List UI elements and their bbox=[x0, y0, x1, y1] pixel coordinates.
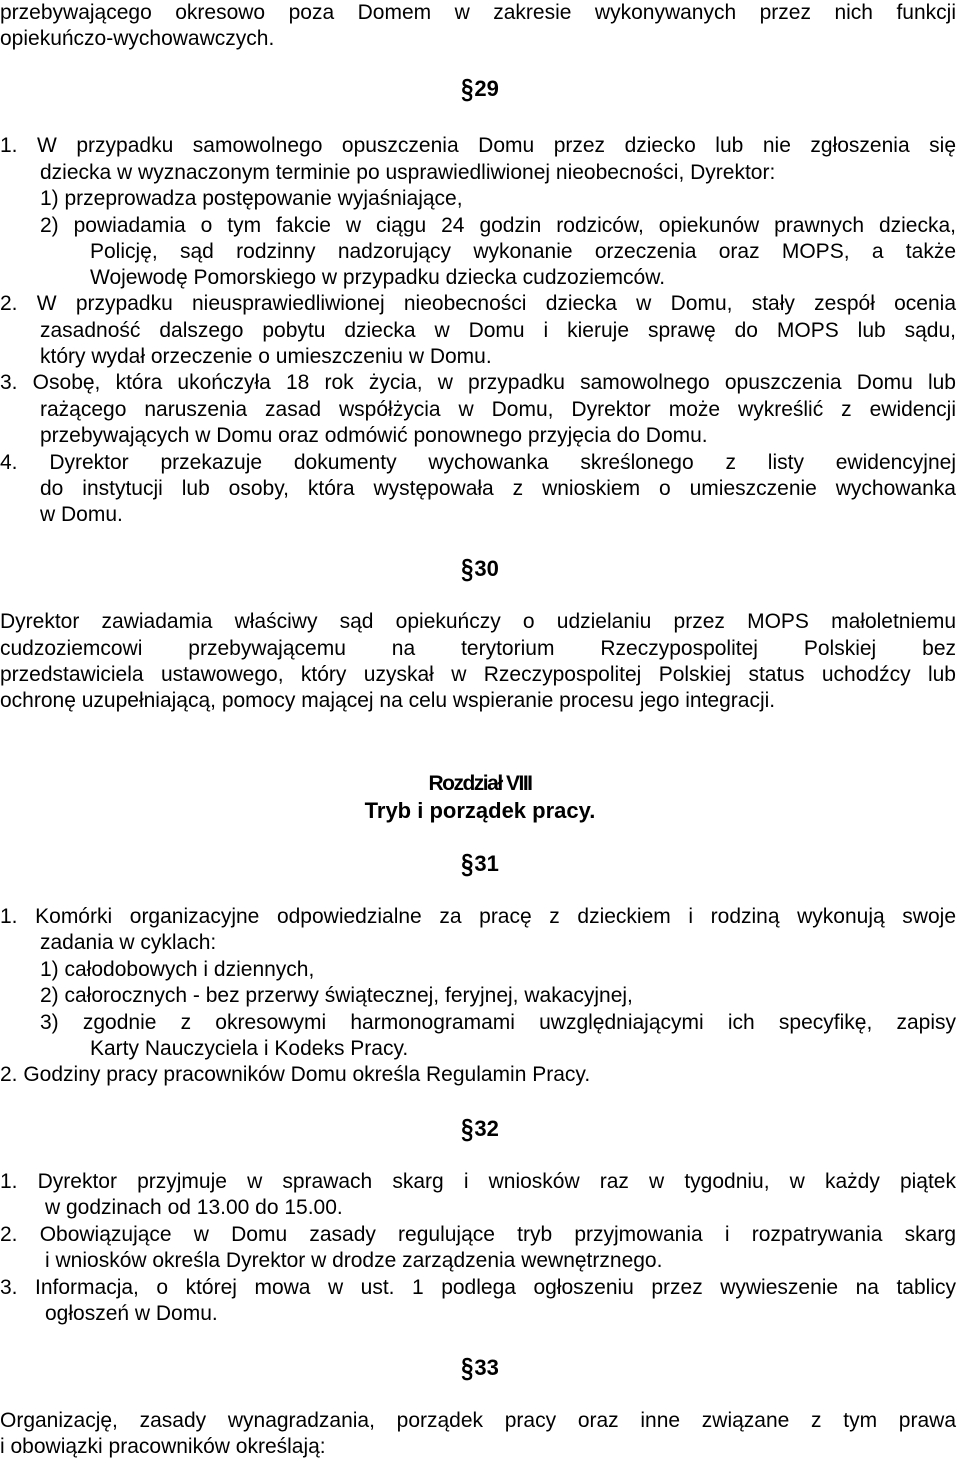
paragraph-line: w Domu. bbox=[40, 503, 123, 526]
section-heading-33 bbox=[0, 1351, 960, 1384]
paragraph-line: Policję, sąd rodzinny nadzorujący wykonanie orzeczenia oraz MOPS, a także bbox=[90, 240, 956, 263]
paragraph-line: ochronę uzupełniającą, pomocy mającej na celu wspieranie procesu jego integracji. bbox=[0, 689, 776, 712]
section-number: 30 bbox=[474, 556, 499, 581]
intro-line: opiekuńczo-wychowawczych. bbox=[0, 27, 275, 50]
paragraph-line: 2. Godziny pracy pracowników Domu określa Regulamin Pracy. bbox=[0, 1063, 591, 1086]
paragraph-line: do instytucji lub osoby, która występowała z wnioskiem o umieszczenie wychowanka bbox=[40, 477, 956, 500]
paragraph-line: przebywających w Domu oraz odmówić ponownego przyjęcia do Domu. bbox=[40, 424, 708, 447]
paragraph-line: 2. W przypadku nieusprawiedliwionej nieobecności dziecka w Domu, stały zespół ocenia bbox=[0, 292, 956, 315]
section-heading-30 bbox=[0, 552, 960, 585]
section-heading-29 bbox=[0, 72, 960, 105]
paragraph-line: przedstawiciela ustawowego, który uzyskał w Rzeczypospolitej Polskiej status uchodźcy lub bbox=[0, 663, 956, 686]
chapter-title: Tryb i porządek pracy. bbox=[364, 798, 596, 823]
paragraph-line: i wniosków określa Dyrektor w drodze zarządzenia wewnętrznego. bbox=[45, 1249, 663, 1272]
paragraph-line: Organizację, zasady wynagradzania, porządek pracy oraz inne związane z tym prawa bbox=[0, 1409, 956, 1432]
list-item: 3) zgodnie z okresowymi harmonogramami uwzględniającymi ich specyfikę, zapisy bbox=[40, 1011, 956, 1034]
list-item: 2) powiadamia o tym fakcie w ciągu 24 godzin rodziców, opiekunów prawnych dziecka, bbox=[40, 214, 956, 237]
section-sign: § bbox=[461, 1351, 474, 1384]
paragraph-line: 3. Osobę, która ukończyła 18 rok życia, w przypadku samowolnego opuszczenia Domu lub bbox=[0, 371, 956, 394]
section-number: 31 bbox=[474, 851, 499, 876]
chapter-heading: Rozdział VIII bbox=[428, 772, 532, 795]
paragraph-line: 1. Dyrektor przyjmuje w sprawach skarg i wniosków raz w tygodniu, w każdy piątek bbox=[0, 1170, 956, 1193]
paragraph-line: Karty Nauczyciela i Kodeks Pracy. bbox=[90, 1037, 409, 1060]
paragraph-line: 2. Obowiązujące w Domu zasady regulujące tryb przyjmowania i rozpatrywania skarg bbox=[0, 1223, 956, 1246]
section-heading-32 bbox=[0, 1112, 960, 1145]
paragraph-line: Dyrektor zawiadamia właściwy sąd opiekuńczy o udzielaniu przez MOPS małoletniemu bbox=[0, 610, 956, 633]
list-item: 2) całorocznych - bez przerwy świątecznej, feryjnej, wakacyjnej, bbox=[40, 984, 633, 1007]
paragraph-line: 1. W przypadku samowolnego opuszczenia Domu przez dziecko lub nie zgłoszenia się bbox=[0, 134, 956, 157]
paragraph-line: 1. Komórki organizacyjne odpowiedzialne za pracę z dzieckiem i rodziną wykonują swoje bbox=[0, 905, 956, 928]
paragraph-line: dziecka w wyznaczonym terminie po usprawiedliwionej nieobecności, Dyrektor: bbox=[40, 161, 776, 184]
paragraph-line: w godzinach od 13.00 do 15.00. bbox=[45, 1196, 343, 1219]
paragraph-line: który wydał orzeczenie o umieszczeniu w Domu. bbox=[40, 345, 492, 368]
paragraph-line: Wojewodę Pomorskiego w przypadku dziecka cudzoziemców. bbox=[90, 266, 666, 289]
paragraph-line: i obowiązki pracowników określają: bbox=[0, 1435, 326, 1458]
section-number: 29 bbox=[474, 76, 499, 101]
paragraph-line: 4. Dyrektor przekazuje dokumenty wychowanka skreślonego z listy ewidencyjnej bbox=[0, 451, 956, 474]
section-sign: § bbox=[461, 847, 474, 880]
paragraph-line: ogłoszeń w Domu. bbox=[45, 1302, 218, 1325]
paragraph-line: cudzoziemcowi przebywającemu na terytorium Rzeczypospolitej Polskiej bez bbox=[0, 637, 956, 660]
section-sign: § bbox=[461, 72, 474, 105]
list-item: 1) przeprowadza postępowanie wyjaśniające, bbox=[40, 187, 463, 210]
section-sign: § bbox=[461, 1112, 474, 1145]
intro-line: przebywającego okresowo poza Domem w zakresie wykonywanych przez nich funkcji bbox=[0, 1, 956, 24]
paragraph-line: zadania w cyklach: bbox=[40, 931, 217, 954]
section-heading-31 bbox=[0, 847, 960, 880]
paragraph-line: zasadność dalszego pobytu dziecka w Domu i kieruje sprawę do MOPS lub sądu, bbox=[40, 319, 956, 342]
section-sign: § bbox=[461, 552, 474, 585]
list-item: 1) całodobowych i dziennych, bbox=[40, 958, 315, 981]
paragraph-line: 3. Informacja, o której mowa w ust. 1 podlega ogłoszeniu przez wywieszenie na tablicy bbox=[0, 1276, 956, 1299]
section-number: 32 bbox=[474, 1116, 499, 1141]
paragraph-line: rażącego naruszenia zasad współżycia w Domu, Dyrektor może wykreślić z ewidencji bbox=[40, 398, 956, 421]
section-number: 33 bbox=[474, 1355, 499, 1380]
